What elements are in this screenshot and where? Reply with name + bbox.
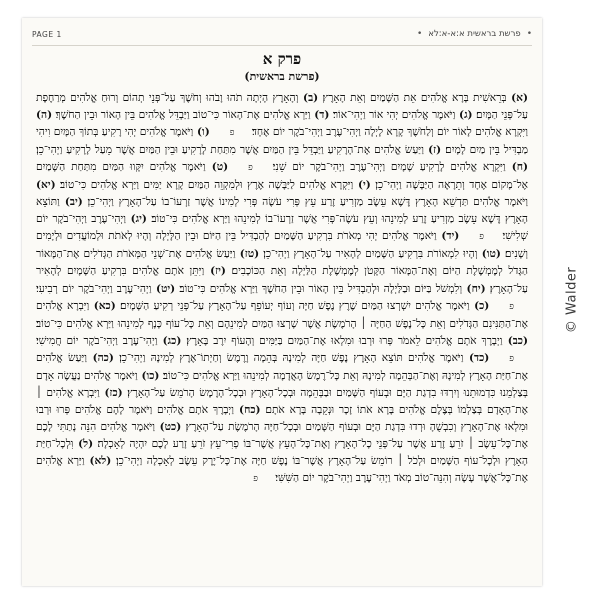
verse-number: (יט) (151, 282, 176, 295)
verse-text: וַיַּעַשׂ אֱלֹהִים אֶת־הָרָקִיעַ וַיַּבְדֵּל בֵּין הַמַּיִם אֲשֶׁר מִתַּחַת לָרָקִיעַ וּבֵין הַמַּיִם אֲשֶׁר מֵעַל לָרָקִיעַ וַיְהִי־כֵן׃ (36, 144, 424, 157)
verse-number: (יח) (462, 282, 486, 295)
verse-number: (כז) (99, 386, 123, 399)
verse-text: בְּרֵאשִׁית בָּרָא אֱלֹהִים אֵת הַשָּׁמַיִם וְאֵת הָאָרֶץ׃ (318, 92, 507, 104)
verse-text: וַיִּבְרָא אֱלֹהִים ׀ אֶת־הָאָדָם בְּצַלְמוֹ בְּצֶלֶם אֱלֹהִים בָּרָא אֹתוֹ זָכָר וּנְקֵבָה בָּרָא אֹתָם׃ (36, 386, 528, 416)
verse-text: וַיְבָרֶךְ אֹתָם אֱלֹהִים לֵאמֹר פְּרוּ וּרְבוּ וּמִלְאוּ אֶת־הַמַּיִם בַּיַּמִּים וְהָעוֹף יִרֶב בָּאָרֶץ׃ (181, 334, 503, 347)
verse-text: וְלִמְשֹׁל בַּיּוֹם וּבַלַּיְלָה וּלְהַבְדִּיל בֵּין הָאוֹר וּבֵין הַחֹשֶׁךְ וַיַּרְא אֱלֹהִים כִּי־טוֹב׃ (175, 282, 463, 295)
verse-text: וַיְהִי־עֶרֶב וַיְהִי־בֹקֶר יוֹם רְבִיעִי׃ (36, 282, 152, 295)
verse-number: (כט) (154, 420, 182, 433)
verse-number: (טו) (477, 248, 501, 261)
parasha-break-marker: פ (509, 353, 514, 364)
verse-number: (יב) (59, 196, 83, 209)
parsha-title: (פרשת בראשית) (244, 70, 320, 83)
verse-text: וַיֹּאמֶר אֱלֹהִים יִשְׁרְצוּ הַמַּיִם שֶׁרֶץ נֶפֶשׁ חַיָּה וְעוֹף יְעוֹפֵף עַל־הָאָרֶץ עַל־פְּנֵי רְקִיעַ הַשָּׁמָיִם׃ (115, 299, 470, 312)
verse-number: (יא) (36, 179, 56, 192)
document-page (22, 18, 542, 586)
verse-text: וַיְהִי־עֶרֶב וַיְהִי־בֹקֶר יוֹם חֲמִישִׁי׃ (36, 334, 158, 347)
verse-text: וַיִּקְרָא אֱלֹהִים לָרָקִיעַ שָׁמָיִם וַיְהִי־עֶרֶב וַיְהִי־בֹקֶר יוֹם שֵׁנִי׃ (266, 161, 506, 174)
header-bullet: • (526, 29, 532, 39)
verse-text: וַיֹּאמֶר אֱלֹהִים הִנֵּה נָתַתִּי לָכֶם אֶת־כָּל־עֵשֶׂב ׀ זֹרֵעַ זֶרַע אֲשֶׁר עַל־פְּנֵי כָל־הָאָרֶץ וְאֶת־כָּל־הָעֵץ אֲשֶׁר־בּוֹ פְרִי־עֵץ זֹרֵעַ זָרַע לָכֶם יִהְיֶה לְאָכְלָה׃ (36, 420, 528, 450)
parasha-break-marker: פ (479, 232, 484, 243)
verse-text: וְהָאָרֶץ הָיְתָה תֹהוּ וָבֹהוּ וְחֹשֶׁךְ עַל־פְּנֵי תְהוֹם וְרוּחַ אֱלֹהִים מְרַחֶפֶת עַל־פְּנֵי הַמָּיִם׃ (36, 92, 528, 122)
verse-text: וַיֹּאמֶר אֱלֹהִים יְהִי מְאֹרֹת בִּרְקִיעַ הַשָּׁמַיִם לְהַבְדִּיל בֵּין הַיּוֹם וּבֵין הַלָּיְלָה וְהָיוּ לְאֹתֹת וּלְמוֹעֲדִים וּלְיָמִים וְשָׁנִים׃ (36, 230, 528, 261)
verse-text: וַתּוֹצֵא הָאָרֶץ דֶּשֶׁא עֵשֶׂב מַזְרִיעַ זֶרַע לְמִינֵהוּ וְעֵץ עֹשֶׂה־פְּרִי אֲשֶׁר זַרְעוֹ־בוֹ לְמִינֵהוּ וַיַּרְא אֱלֹהִים כִּי־טוֹב׃ (36, 196, 528, 226)
watermark-text: © Walder (564, 266, 580, 334)
verse-number: (כד) (463, 351, 490, 364)
verse-number: (כ) (469, 299, 490, 312)
verse-number: (כו) (137, 369, 160, 382)
verse-text: וַיֹּאמֶר אֱלֹהִים תַּדְשֵׁא הָאָרֶץ דֶּשֶׁא עֵשֶׂב מַזְרִיעַ זֶרַע עֵץ פְּרִי עֹשֶׂה פְּרִי לְמִינוֹ אֲשֶׁר זַרְעוֹ־בוֹ עַל־הָאָרֶץ וַיְהִי־כֵן׃ (82, 196, 528, 209)
running-header (32, 26, 532, 46)
verse-text: וַיְבָרֶךְ אֹתָם אֱלֹהִים וַיֹּאמֶר לָהֶם אֱלֹהִים פְּרוּ וּרְבוּ וּמִלְאוּ אֶת־הָאָרֶץ וְכִבְשֻׁהָ וּרְדוּ בִּדְגַת הַיָּם וּבְעוֹף הַשָּׁמַיִם וּבְכָל־חַיָּה הָרֹמֶשֶׂת עַל־הָאָרֶץ׃ (36, 403, 528, 433)
verse-text: וַיֹּאמֶר אֱלֹהִים יִקָּווּ הַמַּיִם מִתַּחַת הַשָּׁמַיִם אֶל־מָקוֹם אֶחָד וְתֵרָאֶה הַיַּבָּשָׁה וַיְהִי־כֵן׃ (36, 161, 528, 192)
verse-text: וַיַּעַשׂ אֱלֹהִים אֶת־חַיַּת הָאָרֶץ לְמִינָהּ וְאֶת־הַבְּהֵמָה לְמִינָהּ וְאֵת כָּל־רֶמֶשׂ הָאֲדָמָה לְמִינֵהוּ וַיַּרְא אֱלֹהִים כִּי־טוֹב׃ (36, 351, 528, 382)
verse-number: (א) (506, 92, 528, 104)
verse-text: וַיֹּאמֶר אֱלֹהִים יְהִי רָקִיעַ בְּתוֹךְ הַמָּיִם וִיהִי מַבְדִּיל בֵּין מַיִם לָמָיִם׃ (36, 126, 528, 157)
parasha-break-marker: פ (229, 128, 235, 139)
parasha-break-marker: פ (509, 301, 514, 312)
verse-number: (ב) (298, 92, 319, 104)
verse-number: (כה) (87, 351, 114, 364)
verse-text: וַיְהִי־עֶרֶב וַיְהִי־בֹקֶר יוֹם שְׁלִישִׁי׃ (36, 213, 528, 243)
verse-number: (כח) (233, 403, 261, 416)
verse-number: (ח) (505, 161, 528, 174)
verse-text: וַיֹּאמֶר אֱלֹהִים נַעֲשֶׂה אָדָם בְּצַלְמֵנוּ כִּדְמוּתֵנוּ וְיִרְדּוּ בִדְגַת הַיָּם וּבְעוֹף הַשָּׁמַיִם וּבַבְּהֵמָה וּבְכָל־הָאָרֶץ וּבְכָל־הָרֶמֶשׂ הָרֹמֵשׂ עַל־הָאָרֶץ׃ (36, 369, 528, 399)
parasha-break-marker: פ (253, 474, 258, 485)
verse-text: וְהָיוּ לִמְאוֹרֹת בִּרְקִיעַ הַשָּׁמַיִם לְהָאִיר עַל־הָאָרֶץ וַיְהִי־כֵן׃ (259, 248, 478, 261)
verse-text: וַיִּתֵּן אֹתָם אֱלֹהִים בִּרְקִיעַ הַשָּׁמָיִם לְהָאִיר עַל־הָאָרֶץ׃ (36, 265, 528, 295)
verse-text: וַיֹּאמֶר אֱלֹהִים תּוֹצֵא הָאָרֶץ נֶפֶשׁ חַיָּה לְמִינָהּ בְּהֵמָה וָרֶמֶשׂ וְחַיְתוֹ־אֶרֶץ לְמִינָהּ וַיְהִי־כֵן׃ (113, 351, 464, 364)
verse-text: וַיַּעַשׂ אֱלֹהִים אֶת־שְׁנֵי הַמְּאֹרֹת הַגְּדֹלִים אֶת־הַמָּאוֹר הַגָּדֹל לְמֶמְשֶׁלֶת הַיּוֹם וְאֶת־הַמָּאוֹר הַקָּטֹן לְמֶמְשֶׁלֶת הַלַּיְלָה וְאֵת הַכּוֹכָבִים׃ (36, 248, 528, 278)
verse-number: (כא) (89, 299, 116, 312)
verse-text: וַיִּבְרָא אֱלֹהִים אֶת־הַתַּנִּינִם הַגְּדֹלִים וְאֵת כָּל־נֶפֶשׁ הַחַיָּה ׀ הָרֹמֶשֶׂת אֲשֶׁר שָׁרְצוּ הַמַּיִם לְמִינֵהֶם וְאֵת כָּל־עוֹף כָּנָף לְמִינֵהוּ וַיַּרְא אֱלֹהִים כִּי־טוֹב׃ (36, 299, 528, 330)
verse-number: (ג) (455, 109, 473, 122)
header-bullet: • (416, 29, 423, 39)
verse-number: (י) (353, 179, 371, 192)
verse-number: (כג) (157, 334, 182, 347)
verse-number: (יג) (125, 213, 147, 226)
verse-number: (יד) (436, 230, 460, 243)
verse-number: (ל) (73, 437, 94, 450)
verse-number: (לא) (84, 454, 112, 467)
scripture-text (36, 90, 528, 576)
header-title: פרשת בראשית א:א-א:לא (428, 29, 521, 39)
verse-text: וַיִּקְרָא אֱלֹהִים לָאוֹר יוֹם וְלַחֹשֶׁךְ קָרָא לָיְלָה וַיְהִי־עֶרֶב וַיְהִי־בֹקֶר יוֹם אֶחָד׃ (248, 126, 528, 139)
verse-number: (ט) (205, 161, 229, 174)
verse-number: (ו) (193, 126, 210, 139)
verse-text: וַיֹּאמֶר אֱלֹהִים יְהִי אוֹר וַיְהִי־אוֹר׃ (329, 109, 456, 122)
verse-number: (כב) (502, 334, 528, 347)
verse-text: וַיַּרְא אֱלֹהִים אֶת־כָּל־אֲשֶׁר עָשָׂה וְהִנֵּה־טוֹב מְאֹד וַיְהִי־עֶרֶב וַיְהִי־בֹקֶר יוֹם הַשִּׁשִּׁי׃ (36, 454, 528, 485)
verse-number: (ה) (36, 109, 53, 122)
parasha-break-marker: פ (248, 163, 253, 174)
watermark (552, 240, 592, 360)
verse-text: וַיִּקְרָא אֱלֹהִים לַיַּבָּשָׁה אֶרֶץ וּלְמִקְוֵה הַמַּיִם קָרָא יַמִּים וַיַּרְא אֱלֹהִים כִּי־טוֹב׃ (55, 179, 354, 192)
verse-text: וַיַּרְא אֱלֹהִים אֶת־הָאוֹר כִּי־טוֹב וַיַּבְדֵּל אֱלֹהִים בֵּין הָאוֹר וּבֵין הַחֹשֶׁךְ׃ (52, 109, 311, 122)
verse-number: (יז) (204, 265, 226, 278)
verse-number: (ד) (310, 109, 330, 122)
chapter-title: פרק א (262, 50, 302, 68)
verse-number: (ז) (423, 144, 442, 157)
verse-text: וּֽלְכָל־חַיַּת הָאָרֶץ וּלְכָל־עוֹף הַשָּׁמַיִם וּלְכֹל ׀ רוֹמֵשׂ עַל־הָאָרֶץ אֲשֶׁר־בּוֹ נֶפֶשׁ חַיָּה אֶת־כָּל־יֶרֶק עֵשֶׂב לְאָכְלָה וַיְהִי־כֵן׃ (36, 437, 528, 467)
verse-number: (טז) (235, 248, 260, 261)
page-number: PAGE 1 (32, 29, 62, 39)
